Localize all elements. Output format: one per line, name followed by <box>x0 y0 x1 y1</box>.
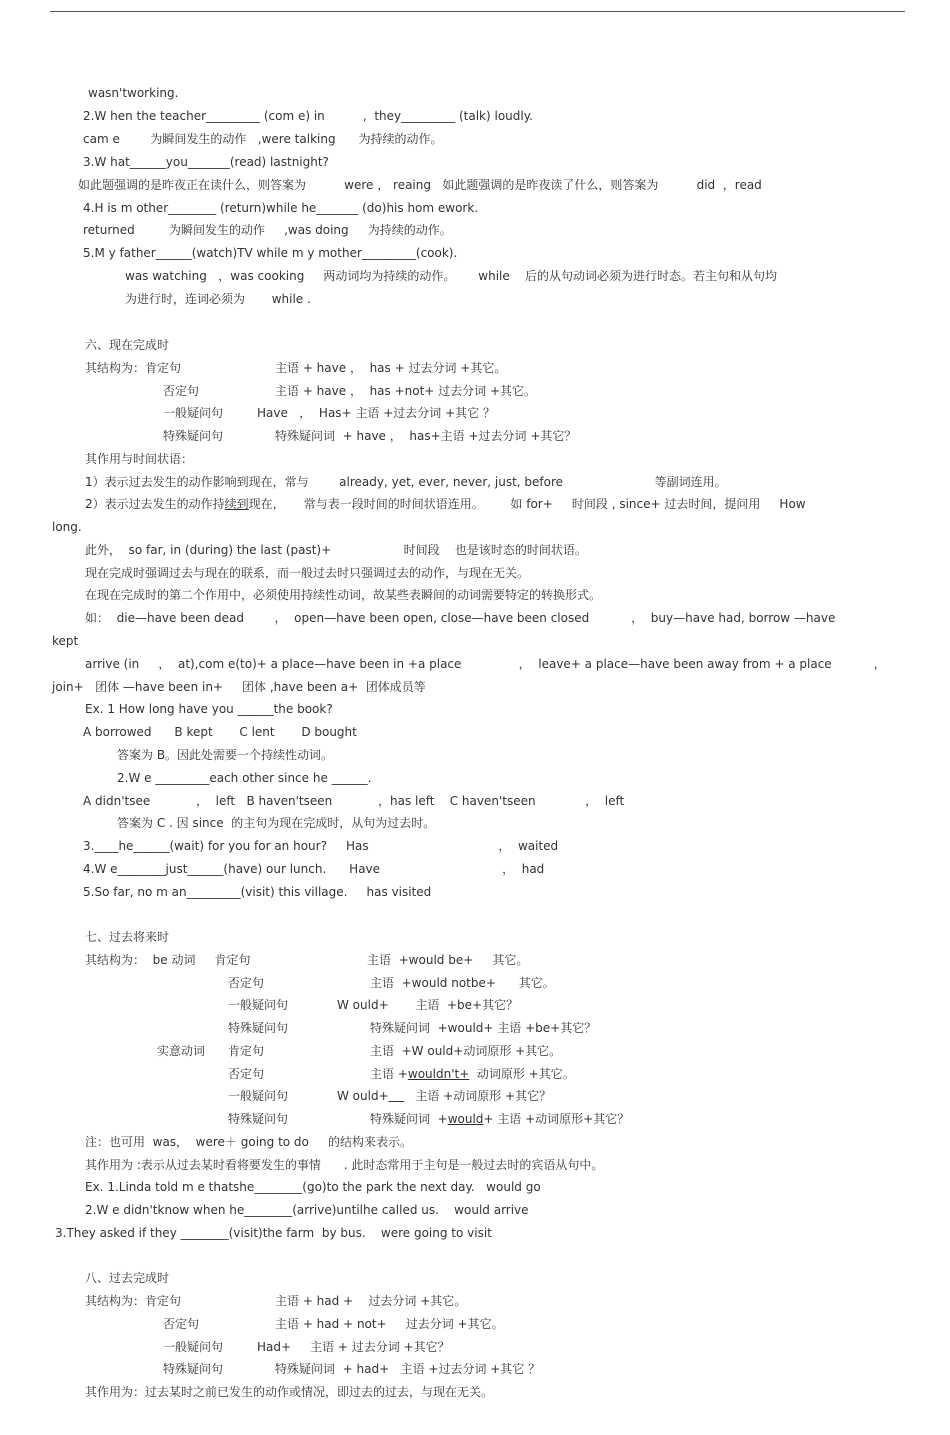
section-heading: 八、过去完成时 <box>85 1271 170 1285</box>
text-line: 4.H is m other________ (return)while he_______ (do)his hom ework. <box>83 201 479 215</box>
structure-label: 一般疑问句 <box>228 998 289 1012</box>
exercise-question: 2.W e _________each other since he ______. <box>117 771 372 785</box>
structure-formula: W ould+ 主语 +be+其它？ <box>337 998 519 1012</box>
structure-formula: Have ， Has+ 主语 +过去分词 +其它 ？ <box>257 406 495 420</box>
structure-label: 其结构为： be 动词 肯定句 <box>85 953 251 967</box>
structure-label: 特殊疑问句 <box>228 1021 289 1035</box>
text-line: long. <box>52 520 82 534</box>
structure-formula: 主语 + had + 过去分词 +其它。 <box>275 1294 467 1308</box>
structure-label: 实意动词 <box>157 1044 206 1058</box>
text-line: 1）表示过去发生的动作影响到现在，常与 already, yet, ever, never, just, before 等副词连用。 <box>85 475 727 489</box>
structure-label: 肯定句 <box>228 1044 265 1058</box>
text-span: + 主语 +动词原形+其它？ <box>483 1112 630 1126</box>
exercise-question: 3.____he______(wait) for you for an hour? Has ， waited <box>83 839 559 853</box>
text-span: W ould+ <box>337 1089 389 1103</box>
underlined-text: would <box>447 1112 484 1126</box>
exercise-question: Ex. 1 How long have you ______the book? <box>85 702 333 716</box>
exercise-answer: 答案为 B。因此处需要一个持续性动词。 <box>117 748 334 762</box>
structure-label: 一般疑问句 <box>228 1089 289 1103</box>
structure-formula <box>370 1067 575 1081</box>
structure-formula: 主语 +W ould+动词原形 +其它。 <box>370 1044 562 1058</box>
structure-formula: 特殊疑问词 + have ， has+主语 +过去分词 +其它？ <box>275 429 577 443</box>
structure-label: 特殊疑问句 <box>228 1112 289 1126</box>
text-line: 注：也可用 was， were＋ going to do 的结构来表示。 <box>85 1135 412 1149</box>
text-span: 动词原形 +其它。 <box>469 1067 575 1081</box>
exercise-options: A borrowed B kept C lent D bought <box>83 725 357 739</box>
structure-label: 否定句 <box>228 1067 265 1081</box>
structure-formula <box>337 1089 551 1103</box>
exercise-question: 4.W e________just______(have) our lunch. Have ， had <box>83 862 545 876</box>
text-line: join+ 团体 —have been in+ 团体 ,have been a+ 团体成员等 <box>52 680 426 694</box>
structure-formula: 主语 +would be+ 其它。 <box>367 953 529 967</box>
text-line: 其作用为：过去某时之前已发生的动作或情况，即过去的过去，与现在无关。 <box>85 1385 494 1399</box>
structure-formula: 主语 + have ， has + 过去分词 +其它。 <box>275 361 507 375</box>
underlined-text: wouldn't+ <box>407 1067 470 1081</box>
text-line <box>85 497 806 511</box>
underlined-text: 续到 <box>224 497 249 511</box>
structure-label: 其结构为：肯定句 <box>85 361 182 375</box>
text-span: 主语 +动词原形 +其它？ <box>403 1089 552 1103</box>
structure-formula: 特殊疑问词 + had+ 主语 +过去分词 +其它 ？ <box>275 1362 541 1376</box>
exercise-question: Ex. 1.Linda told m e thatshe________(go)to the park the next day. would go <box>85 1180 541 1194</box>
structure-formula: 主语 +would notbe+ 其它。 <box>370 976 555 990</box>
text-line: 3.W hat______you_______(read) lastnight? <box>83 155 329 169</box>
text-line: cam e 为瞬间发生的动作 ,were talking 为持续的动作。 <box>83 132 443 146</box>
structure-formula: Had+ 主语 + 过去分词 +其它？ <box>257 1340 450 1354</box>
structure-label: 特殊疑问句 <box>163 1362 224 1376</box>
text-line: 现在完成时强调过去与现在的联系，而一般过去时只强调过去的动作，与现在无关。 <box>85 566 530 580</box>
exercise-options: A didn'tsee ， left B haven'tseen ，has left C haven'tseen ， left <box>83 794 625 808</box>
text-line: 为进行时，连词必须为 while . <box>125 292 311 306</box>
structure-label: 特殊疑问句 <box>163 429 224 443</box>
structure-formula: 特殊疑问词 +would+ 主语 +be+其它？ <box>370 1021 597 1035</box>
structure-formula <box>370 1112 629 1126</box>
text-line: 如： die—have been dead ， open—have been open, close—have been closed ， buy—have had, borrow —have <box>85 611 836 625</box>
exercise-question: 2.W e didn'tknow when he________(arrive)untilhe called us. would arrive <box>85 1203 529 1217</box>
text-line: 在现在完成时的第二个作用中，必须使用持续性动词，故某些表瞬间的动词需要特定的转换形式。 <box>85 588 602 602</box>
structure-label: 否定句 <box>163 384 200 398</box>
top-rule <box>50 11 905 12</box>
text-span: 特殊疑问词 + <box>370 1112 448 1126</box>
structure-label: 一般疑问句 <box>163 1340 224 1354</box>
text-span: 2）表示过去发生的动作持 <box>85 497 225 511</box>
structure-label: 否定句 <box>163 1317 200 1331</box>
text-span: 现在， 常与表一段时间的时间状语连用。 如 for+ 时间段 , since+ 过去时间，提问用 How <box>248 497 806 511</box>
text-line: was watching ，was cooking 两动词均为持续的动作。 while 后的从句动词必须为进行时态。若主句和从句均 <box>125 269 778 283</box>
text-line: 5.M y father______(watch)TV while m y mother_________(cook). <box>83 246 458 260</box>
exercise-question: 5.So far, no m an_________(visit) this village. has visited <box>83 885 432 899</box>
underlined-blank <box>389 1089 404 1103</box>
text-span: 主语 + <box>370 1067 408 1081</box>
text-line: wasn'tworking. <box>88 86 179 100</box>
text-line: 2.W hen the teacher_________ (com e) in , they_________ (talk) loudly. <box>83 109 533 123</box>
text-line: returned 为瞬间发生的动作 ,was doing 为持续的动作。 <box>83 223 452 237</box>
text-line: 此外， so far, in (during) the last (past)+ 时间段 也是该时态的时间状语。 <box>85 543 587 557</box>
text-line: 其作用为 :表示从过去某时看将要发生的事情 . 此时态常用于主句是一般过去时的宾语从句中。 <box>85 1158 604 1172</box>
structure-formula: 主语 + had + not+ 过去分词 +其它。 <box>275 1317 504 1331</box>
text-line: 其作用与时间状语： <box>85 452 194 466</box>
section-heading: 六、现在完成时 <box>85 338 170 352</box>
structure-formula: 主语 + have ， has +not+ 过去分词 +其它。 <box>275 384 537 398</box>
structure-label: 一般疑问句 <box>163 406 224 420</box>
exercise-answer: 答案为 C . 因 since 的主句为现在完成时，从句为过去时。 <box>117 816 436 830</box>
section-heading: 七、过去将来时 <box>85 930 170 944</box>
exercise-question: 3.They asked if they ________(visit)the farm by bus. were going to visit <box>55 1226 492 1240</box>
structure-label: 否定句 <box>228 976 265 990</box>
text-line: arrive (in ， at),com e(to)+ a place—have been in +a place ， leave+ a place—have been away from + a place ， <box>85 657 886 671</box>
text-line: 如此题强调的是昨夜正在读什么，则答案为 were ， reaing 如此题强调的是昨夜读了什么，则答案为 did ，read <box>78 178 762 192</box>
text-line: kept <box>52 634 79 648</box>
structure-label: 其结构为：肯定句 <box>85 1294 182 1308</box>
